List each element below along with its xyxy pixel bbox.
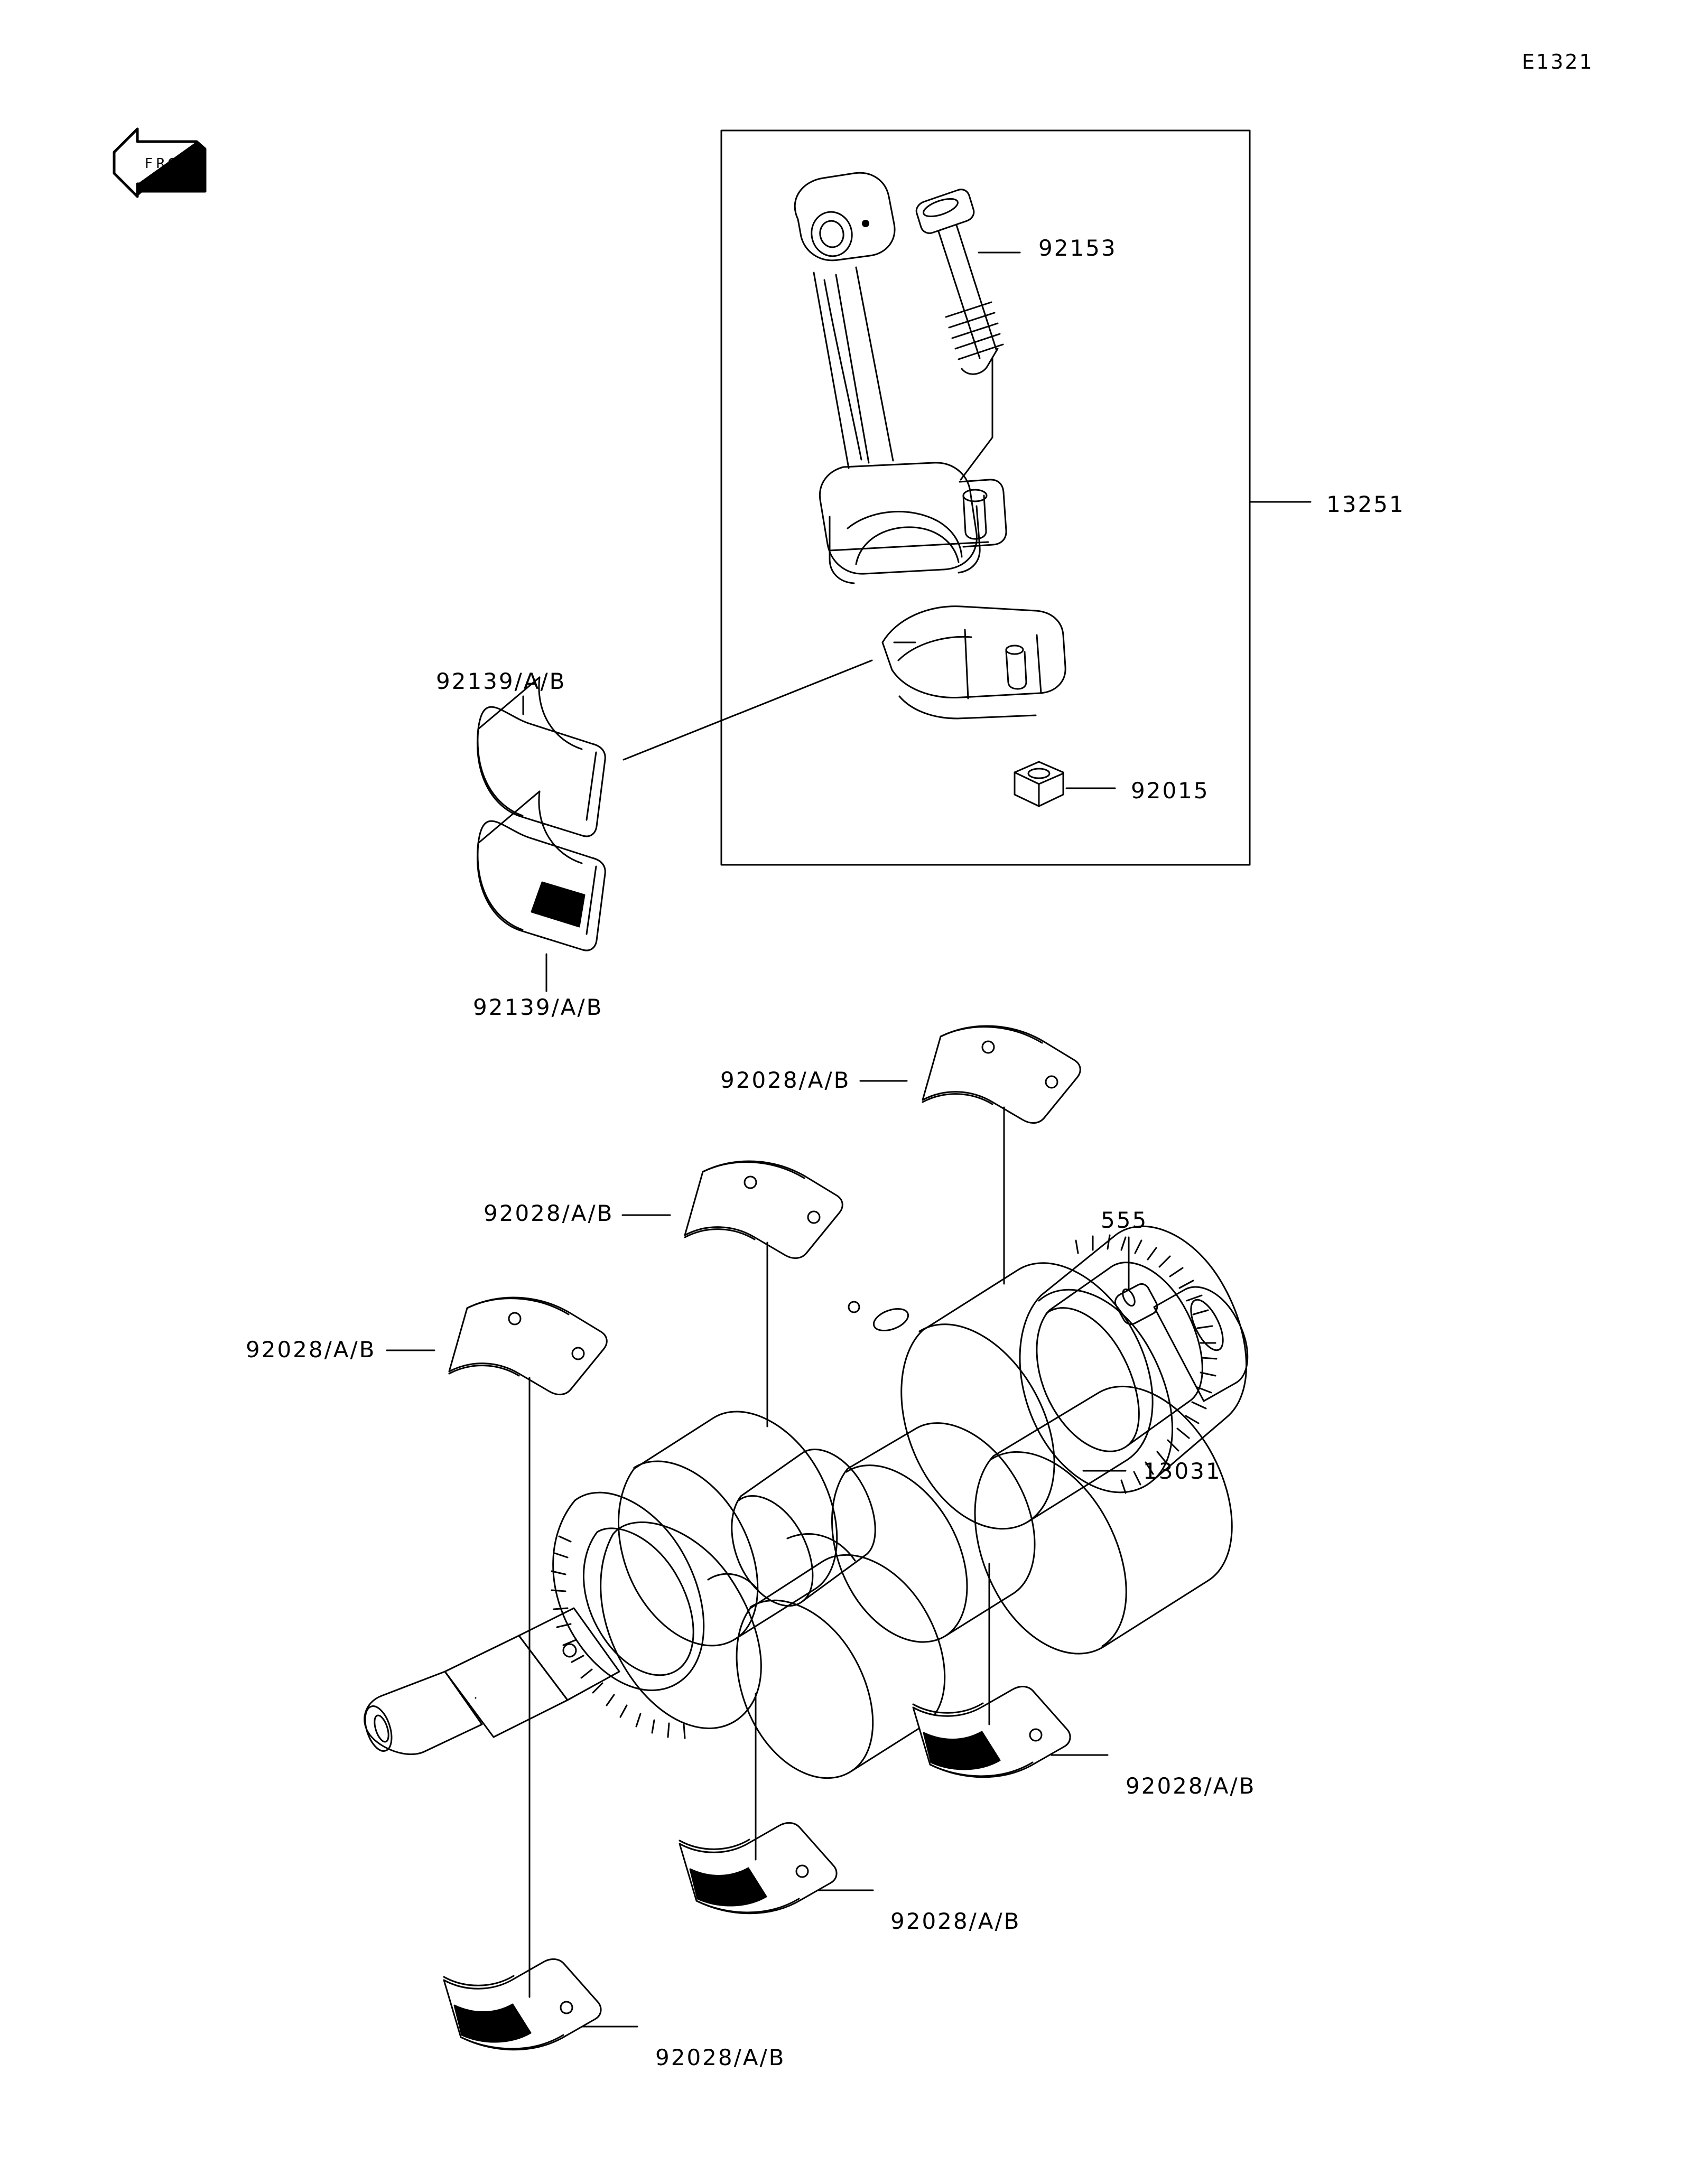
main-bearing-upper-left-illustration [449, 1298, 607, 1395]
callout-92153: 92153 [1038, 235, 1117, 261]
leader-lines [387, 253, 1311, 2027]
main-bearing-upper-mid-illustration [685, 1161, 842, 1258]
callout-92015: 92015 [1131, 778, 1210, 804]
main-bearing-lower-right-illustration [913, 1686, 1070, 1777]
connecting-rod-illustration [795, 173, 1006, 583]
crankshaft-illustration [360, 1226, 1247, 1778]
callout-92028-lower-mid: 92028/A/B [890, 1908, 1021, 1934]
front-letter-o: O [168, 156, 179, 172]
pin-555-illustration [1115, 1284, 1157, 1324]
callout-13031: 13031 [1143, 1458, 1222, 1484]
callout-92028-lower-right: 92028/A/B [1126, 1773, 1256, 1799]
front-letter-f: F [145, 156, 153, 172]
connecting-rod-cap-illustration [882, 606, 1065, 718]
front-direction-marker [85, 116, 217, 222]
rod-bolt-illustration [916, 190, 1003, 480]
crankpin-bushing-lower-illustration [477, 791, 605, 950]
front-letter-t: T [191, 156, 200, 172]
callout-92028-lower-left: 92028/A/B [655, 2045, 786, 2070]
front-letter-r: R [156, 156, 166, 172]
rod-nut-illustration [1015, 762, 1063, 806]
sheet-id: E1321 [1522, 50, 1594, 73]
callout-92139-upper: 92139/A/B [436, 668, 566, 694]
callout-92139-lower: 92139/A/B [473, 994, 603, 1020]
crankpin-bushing-upper-illustration [477, 677, 605, 836]
callout-555: 555 [1101, 1207, 1148, 1233]
main-bearing-lower-mid-illustration [680, 1823, 837, 1913]
callout-13251: 13251 [1326, 491, 1405, 517]
callout-92028-upper-right: 92028/A/B [720, 1067, 851, 1093]
main-bearing-upper-right-illustration [923, 1026, 1080, 1123]
front-letter-n: N [180, 156, 191, 172]
main-bearing-lower-left-illustration [444, 1959, 601, 2049]
callout-92028-upper-left: 92028/A/B [246, 1337, 376, 1362]
callout-92028-upper-mid: 92028/A/B [484, 1200, 614, 1226]
